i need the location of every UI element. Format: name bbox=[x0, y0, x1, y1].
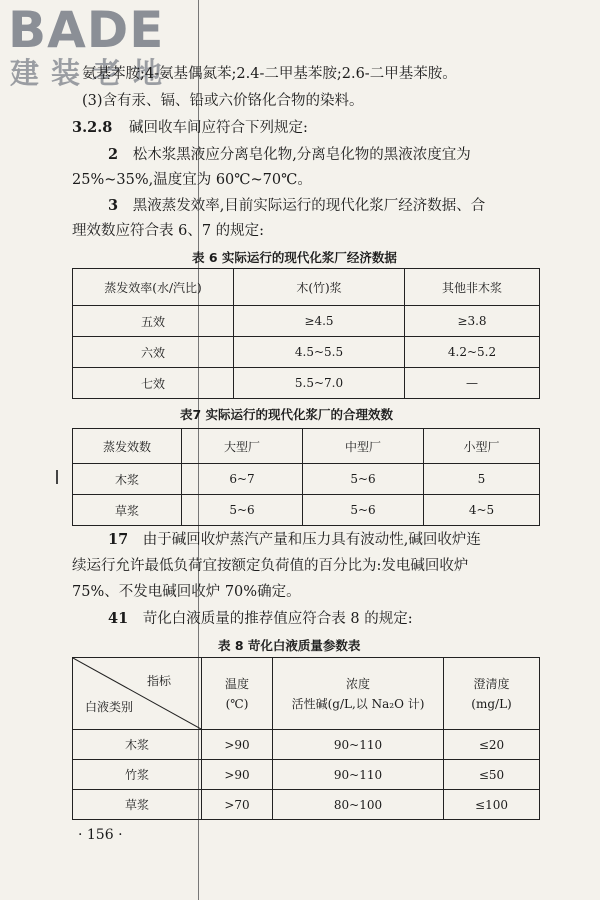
table-row bbox=[73, 464, 540, 495]
table-row bbox=[73, 337, 540, 368]
table-8 bbox=[72, 657, 540, 820]
diagonal-line bbox=[73, 658, 201, 729]
header-conc-line-2: 活性碱(g/L,以 Na₂O 计) bbox=[291, 696, 425, 711]
header-temp-line-1: 温度 bbox=[224, 676, 249, 691]
text-line-2: (3)含有汞、镉、铅或六价铬化合物的染料。 bbox=[82, 93, 364, 109]
item-41-number: 41 bbox=[108, 610, 129, 627]
table-cell: 七效 bbox=[73, 368, 234, 399]
table-cell: 5~6 bbox=[182, 495, 303, 526]
table-cell: 5 bbox=[424, 464, 540, 495]
table-cell: 木浆 bbox=[73, 464, 182, 495]
table-header-cell: 中型厂 bbox=[303, 429, 424, 464]
table-header-cell bbox=[273, 658, 444, 730]
corner-bottom-label: 白液类别 bbox=[85, 700, 134, 714]
table-7 bbox=[72, 428, 540, 526]
table-cell: ≥4.5 bbox=[234, 306, 405, 337]
table-header-cell: 其他非木浆 bbox=[405, 269, 540, 306]
table-corner-cell bbox=[73, 658, 202, 730]
table-cell: 4.5~5.5 bbox=[234, 337, 405, 368]
page-number: · 156 · bbox=[78, 827, 123, 843]
table-row bbox=[73, 760, 540, 790]
table-cell: 草浆 bbox=[73, 495, 182, 526]
table-cell: 竹浆 bbox=[73, 760, 202, 790]
table-header-cell: 蒸发效率(水/汽比) bbox=[73, 269, 234, 306]
table-header-cell bbox=[444, 658, 540, 730]
table-7-caption: 表7 实际运行的现代化浆厂的合理效数 bbox=[180, 407, 394, 422]
table-header-cell: 小型厂 bbox=[424, 429, 540, 464]
table-cell: 90~110 bbox=[273, 760, 444, 790]
table-header-row bbox=[73, 658, 540, 730]
table-cell: 5~6 bbox=[303, 464, 424, 495]
item-17-number: 17 bbox=[108, 531, 129, 548]
table-cell: >90 bbox=[202, 760, 273, 790]
table-row bbox=[73, 495, 540, 526]
table-cell: 4~5 bbox=[424, 495, 540, 526]
table-6-caption: 表 6 实际运行的现代化浆厂经济数据 bbox=[192, 250, 397, 265]
item-17-line-a bbox=[108, 530, 481, 550]
table-cell: 80~100 bbox=[273, 790, 444, 820]
item-41-text-a: 苛化白液质量的推荐值应符合表 8 的规定: bbox=[142, 611, 413, 627]
item-2-number: 2 bbox=[108, 146, 119, 163]
header-clar-line-1: 澄清度 bbox=[473, 676, 510, 691]
section-number: 3.2.8 bbox=[72, 119, 113, 136]
table-cell: ≤50 bbox=[444, 760, 540, 790]
table-header-cell: 木(竹)浆 bbox=[234, 269, 405, 306]
margin-mark bbox=[56, 470, 58, 484]
item-2-line-a bbox=[108, 145, 471, 165]
table-header-cell: 蒸发效数 bbox=[73, 429, 182, 464]
table-cell: >90 bbox=[202, 730, 273, 760]
table-row bbox=[73, 368, 540, 399]
header-temp-line-2: (℃) bbox=[225, 696, 249, 711]
item-3-text-a: 黑液蒸发效率,目前实际运行的现代化浆厂经济数据、合 bbox=[132, 198, 486, 214]
text-line-1: 氨基苯胺;4-氨基偶氮苯;2.4-二甲基苯胺;2.6-二甲基苯胺。 bbox=[82, 66, 457, 82]
item-3-number: 3 bbox=[108, 197, 119, 214]
table-header-row bbox=[73, 269, 540, 306]
item-41-line-a bbox=[108, 609, 413, 629]
header-conc-line-1: 浓度 bbox=[345, 676, 370, 691]
table-cell: ≤100 bbox=[444, 790, 540, 820]
item-2-line-b: 25%~35%,温度宜为 60℃~70℃。 bbox=[72, 172, 312, 188]
watermark-subtitle: 建装老地 bbox=[10, 56, 175, 90]
table-row bbox=[73, 306, 540, 337]
table-cell: 木浆 bbox=[73, 730, 202, 760]
header-clar-line-2: (mg/L) bbox=[471, 696, 512, 711]
table-cell: ≥3.8 bbox=[405, 306, 540, 337]
table-cell: 六效 bbox=[73, 337, 234, 368]
table-cell: 4.2~5.2 bbox=[405, 337, 540, 368]
table-row bbox=[73, 730, 540, 760]
table-cell: 5~6 bbox=[303, 495, 424, 526]
table-cell: 5.5~7.0 bbox=[234, 368, 405, 399]
corner-top-label: 指标 bbox=[146, 674, 171, 688]
item-17-text-a: 由于碱回收炉蒸汽产量和压力具有波动性,碱回收炉连 bbox=[142, 532, 481, 548]
item-2-text-a: 松木浆黑液应分离皂化物,分离皂化物的黑液浓度宜为 bbox=[132, 147, 471, 163]
table-row bbox=[73, 790, 540, 820]
table-cell: — bbox=[405, 368, 540, 399]
table-header-cell bbox=[202, 658, 273, 730]
table-8-caption: 表 8 苛化白液质量参数表 bbox=[218, 638, 361, 653]
section-heading bbox=[72, 118, 308, 138]
table-cell: 草浆 bbox=[73, 790, 202, 820]
item-17-line-b: 续运行允许最低负荷宜按额定负荷值的百分比为:发电碱回收炉 bbox=[72, 558, 469, 574]
diagonal-header bbox=[73, 658, 201, 729]
table-header-cell: 大型厂 bbox=[182, 429, 303, 464]
table-cell: 6~7 bbox=[182, 464, 303, 495]
item-3-line-a bbox=[108, 196, 485, 216]
watermark-brand: BADE bbox=[8, 1, 165, 59]
table-header-row bbox=[73, 429, 540, 464]
table-cell: 五效 bbox=[73, 306, 234, 337]
table-cell: ≤20 bbox=[444, 730, 540, 760]
table-6 bbox=[72, 268, 540, 399]
item-17-line-c: 75%、不发电碱回收炉 70%确定。 bbox=[72, 584, 301, 600]
section-title: 碱回收车间应符合下列规定: bbox=[128, 120, 308, 136]
table-cell: 90~110 bbox=[273, 730, 444, 760]
item-3-line-b: 理效数应符合表 6、7 的规定: bbox=[72, 223, 265, 239]
table-cell: >70 bbox=[202, 790, 273, 820]
